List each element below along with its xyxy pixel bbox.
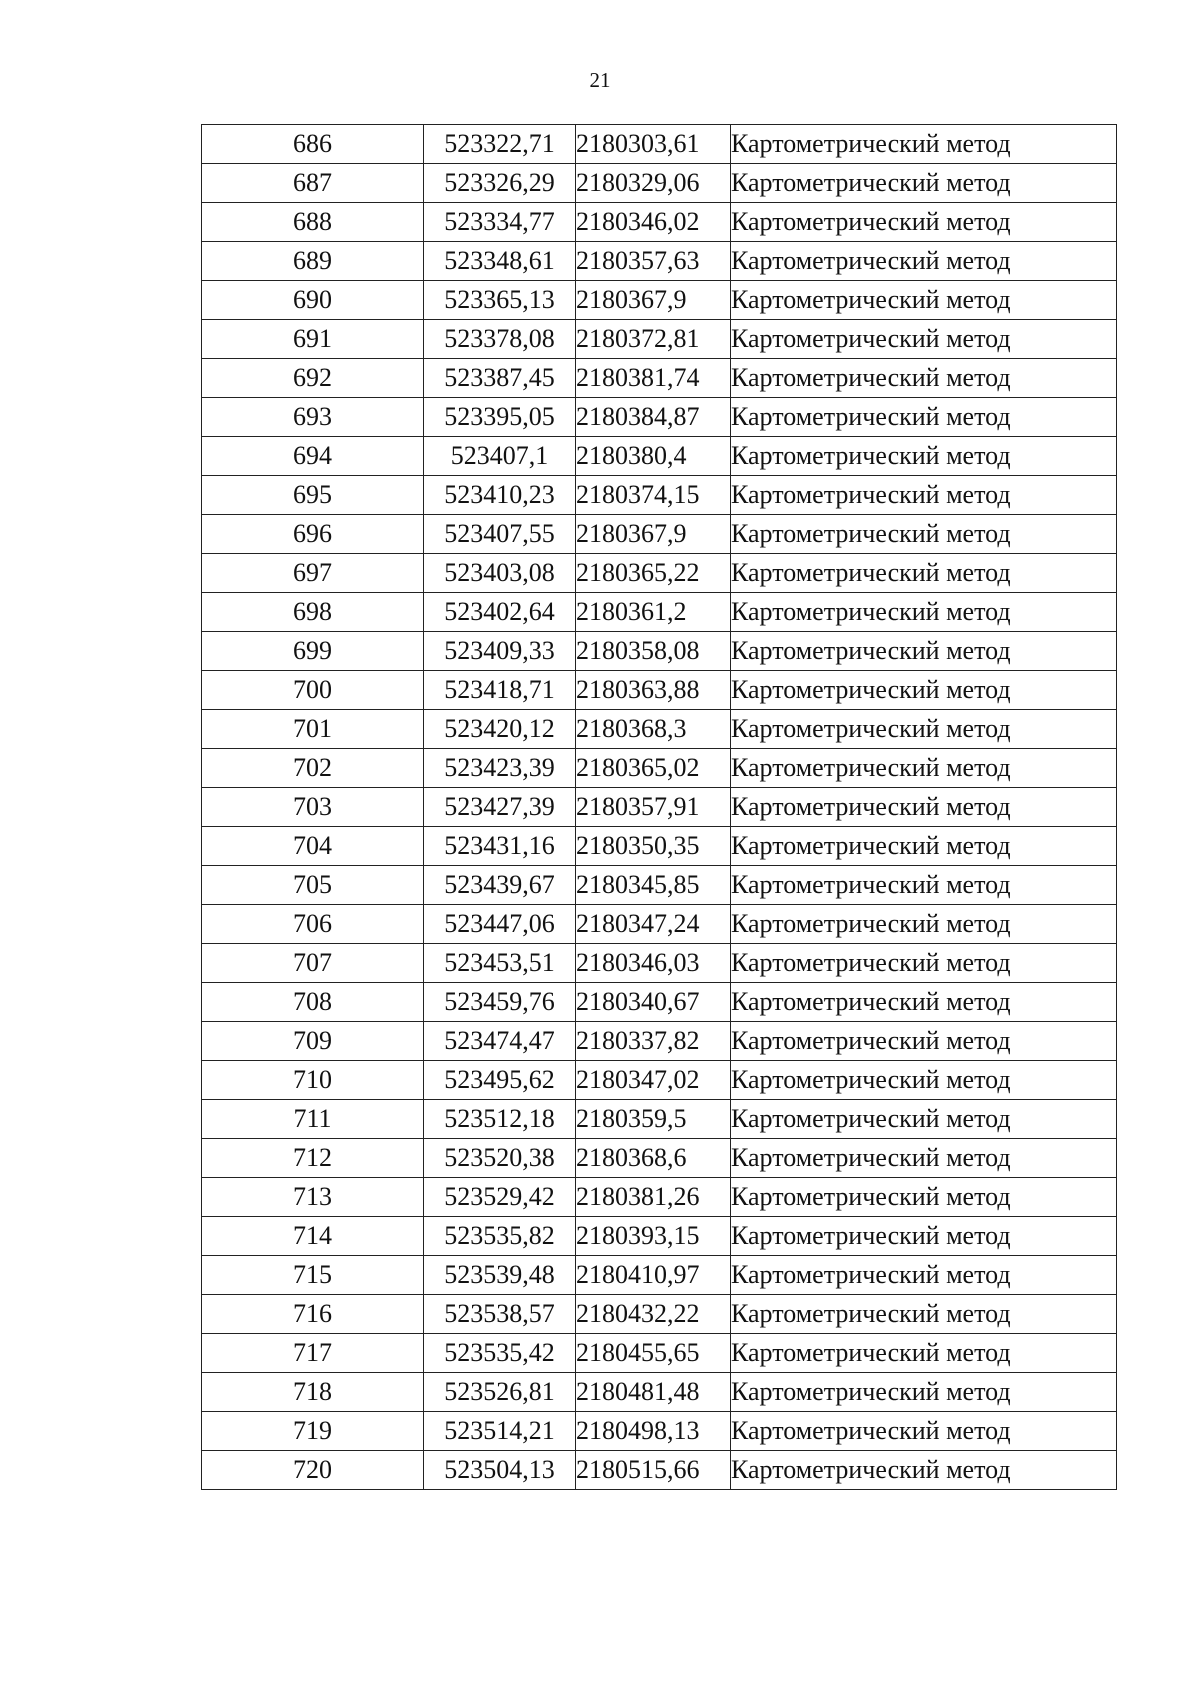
method-cell: Картометрический метод bbox=[731, 827, 1117, 866]
method-cell: Картометрический метод bbox=[731, 1295, 1117, 1334]
y-coordinate-cell: 2180384,87 bbox=[576, 398, 731, 437]
table-row bbox=[202, 1139, 1117, 1178]
method-cell: Картометрический метод bbox=[731, 1256, 1117, 1295]
y-coordinate-cell: 2180481,48 bbox=[576, 1373, 731, 1412]
point-number-cell: 686 bbox=[202, 125, 424, 164]
coordinates-table bbox=[201, 124, 1117, 1490]
y-coordinate-cell: 2180363,88 bbox=[576, 671, 731, 710]
method-cell: Картометрический метод bbox=[731, 320, 1117, 359]
point-number-cell: 720 bbox=[202, 1451, 424, 1490]
point-number-cell: 717 bbox=[202, 1334, 424, 1373]
point-number-cell: 689 bbox=[202, 242, 424, 281]
method-cell: Картометрический метод bbox=[731, 983, 1117, 1022]
method-cell: Картометрический метод bbox=[731, 944, 1117, 983]
y-coordinate-cell: 2180347,24 bbox=[576, 905, 731, 944]
x-coordinate-cell: 523409,33 bbox=[424, 632, 576, 671]
table-row bbox=[202, 905, 1117, 944]
y-coordinate-cell: 2180361,2 bbox=[576, 593, 731, 632]
y-coordinate-cell: 2180365,02 bbox=[576, 749, 731, 788]
table-row bbox=[202, 398, 1117, 437]
table-row bbox=[202, 1022, 1117, 1061]
x-coordinate-cell: 523418,71 bbox=[424, 671, 576, 710]
table-row bbox=[202, 164, 1117, 203]
y-coordinate-cell: 2180303,61 bbox=[576, 125, 731, 164]
point-number-cell: 700 bbox=[202, 671, 424, 710]
y-coordinate-cell: 2180367,9 bbox=[576, 515, 731, 554]
table-row bbox=[202, 593, 1117, 632]
x-coordinate-cell: 523495,62 bbox=[424, 1061, 576, 1100]
y-coordinate-cell: 2180359,5 bbox=[576, 1100, 731, 1139]
y-coordinate-cell: 2180357,91 bbox=[576, 788, 731, 827]
x-coordinate-cell: 523539,48 bbox=[424, 1256, 576, 1295]
x-coordinate-cell: 523427,39 bbox=[424, 788, 576, 827]
y-coordinate-cell: 2180340,67 bbox=[576, 983, 731, 1022]
x-coordinate-cell: 523538,57 bbox=[424, 1295, 576, 1334]
point-number-cell: 711 bbox=[202, 1100, 424, 1139]
y-coordinate-cell: 2180350,35 bbox=[576, 827, 731, 866]
y-coordinate-cell: 2180345,85 bbox=[576, 866, 731, 905]
point-number-cell: 693 bbox=[202, 398, 424, 437]
point-number-cell: 696 bbox=[202, 515, 424, 554]
method-cell: Картометрический метод bbox=[731, 281, 1117, 320]
x-coordinate-cell: 523459,76 bbox=[424, 983, 576, 1022]
x-coordinate-cell: 523431,16 bbox=[424, 827, 576, 866]
y-coordinate-cell: 2180374,15 bbox=[576, 476, 731, 515]
table-row bbox=[202, 1412, 1117, 1451]
point-number-cell: 690 bbox=[202, 281, 424, 320]
table-row bbox=[202, 281, 1117, 320]
method-cell: Картометрический метод bbox=[731, 1412, 1117, 1451]
y-coordinate-cell: 2180372,81 bbox=[576, 320, 731, 359]
method-cell: Картометрический метод bbox=[731, 476, 1117, 515]
table-row bbox=[202, 710, 1117, 749]
x-coordinate-cell: 523407,55 bbox=[424, 515, 576, 554]
method-cell: Картометрический метод bbox=[731, 1373, 1117, 1412]
method-cell: Картометрический метод bbox=[731, 359, 1117, 398]
x-coordinate-cell: 523474,47 bbox=[424, 1022, 576, 1061]
point-number-cell: 708 bbox=[202, 983, 424, 1022]
method-cell: Картометрический метод bbox=[731, 203, 1117, 242]
point-number-cell: 699 bbox=[202, 632, 424, 671]
point-number-cell: 692 bbox=[202, 359, 424, 398]
method-cell: Картометрический метод bbox=[731, 710, 1117, 749]
y-coordinate-cell: 2180381,74 bbox=[576, 359, 731, 398]
point-number-cell: 703 bbox=[202, 788, 424, 827]
x-coordinate-cell: 523348,61 bbox=[424, 242, 576, 281]
y-coordinate-cell: 2180368,6 bbox=[576, 1139, 731, 1178]
y-coordinate-cell: 2180347,02 bbox=[576, 1061, 731, 1100]
table-row bbox=[202, 1100, 1117, 1139]
point-number-cell: 706 bbox=[202, 905, 424, 944]
point-number-cell: 712 bbox=[202, 1139, 424, 1178]
x-coordinate-cell: 523514,21 bbox=[424, 1412, 576, 1451]
table-row bbox=[202, 944, 1117, 983]
table-row bbox=[202, 866, 1117, 905]
x-coordinate-cell: 523453,51 bbox=[424, 944, 576, 983]
coordinates-table-body bbox=[202, 125, 1117, 1490]
table-row bbox=[202, 749, 1117, 788]
method-cell: Картометрический метод bbox=[731, 788, 1117, 827]
x-coordinate-cell: 523504,13 bbox=[424, 1451, 576, 1490]
method-cell: Картометрический метод bbox=[731, 437, 1117, 476]
x-coordinate-cell: 523410,23 bbox=[424, 476, 576, 515]
table-row bbox=[202, 554, 1117, 593]
y-coordinate-cell: 2180515,66 bbox=[576, 1451, 731, 1490]
x-coordinate-cell: 523387,45 bbox=[424, 359, 576, 398]
x-coordinate-cell: 523526,81 bbox=[424, 1373, 576, 1412]
y-coordinate-cell: 2180393,15 bbox=[576, 1217, 731, 1256]
table-row bbox=[202, 1217, 1117, 1256]
table-row bbox=[202, 1451, 1117, 1490]
point-number-cell: 719 bbox=[202, 1412, 424, 1451]
x-coordinate-cell: 523378,08 bbox=[424, 320, 576, 359]
method-cell: Картометрический метод bbox=[731, 1061, 1117, 1100]
y-coordinate-cell: 2180329,06 bbox=[576, 164, 731, 203]
point-number-cell: 705 bbox=[202, 866, 424, 905]
point-number-cell: 713 bbox=[202, 1178, 424, 1217]
x-coordinate-cell: 523512,18 bbox=[424, 1100, 576, 1139]
y-coordinate-cell: 2180358,08 bbox=[576, 632, 731, 671]
method-cell: Картометрический метод bbox=[731, 1217, 1117, 1256]
table-row bbox=[202, 1178, 1117, 1217]
x-coordinate-cell: 523520,38 bbox=[424, 1139, 576, 1178]
x-coordinate-cell: 523322,71 bbox=[424, 125, 576, 164]
x-coordinate-cell: 523334,77 bbox=[424, 203, 576, 242]
y-coordinate-cell: 2180337,82 bbox=[576, 1022, 731, 1061]
method-cell: Картометрический метод bbox=[731, 1139, 1117, 1178]
method-cell: Картометрический метод bbox=[731, 1022, 1117, 1061]
x-coordinate-cell: 523395,05 bbox=[424, 398, 576, 437]
table-row bbox=[202, 1256, 1117, 1295]
point-number-cell: 709 bbox=[202, 1022, 424, 1061]
x-coordinate-cell: 523365,13 bbox=[424, 281, 576, 320]
x-coordinate-cell: 523403,08 bbox=[424, 554, 576, 593]
x-coordinate-cell: 523439,67 bbox=[424, 866, 576, 905]
x-coordinate-cell: 523326,29 bbox=[424, 164, 576, 203]
table-row bbox=[202, 671, 1117, 710]
table-row bbox=[202, 1373, 1117, 1412]
point-number-cell: 694 bbox=[202, 437, 424, 476]
point-number-cell: 688 bbox=[202, 203, 424, 242]
table-row bbox=[202, 983, 1117, 1022]
table-row bbox=[202, 359, 1117, 398]
y-coordinate-cell: 2180498,13 bbox=[576, 1412, 731, 1451]
y-coordinate-cell: 2180381,26 bbox=[576, 1178, 731, 1217]
point-number-cell: 701 bbox=[202, 710, 424, 749]
table-row bbox=[202, 242, 1117, 281]
x-coordinate-cell: 523402,64 bbox=[424, 593, 576, 632]
table-row bbox=[202, 203, 1117, 242]
table-row bbox=[202, 632, 1117, 671]
point-number-cell: 702 bbox=[202, 749, 424, 788]
y-coordinate-cell: 2180365,22 bbox=[576, 554, 731, 593]
y-coordinate-cell: 2180455,65 bbox=[576, 1334, 731, 1373]
method-cell: Картометрический метод bbox=[731, 1334, 1117, 1373]
point-number-cell: 715 bbox=[202, 1256, 424, 1295]
point-number-cell: 716 bbox=[202, 1295, 424, 1334]
table-row bbox=[202, 515, 1117, 554]
y-coordinate-cell: 2180346,02 bbox=[576, 203, 731, 242]
x-coordinate-cell: 523535,42 bbox=[424, 1334, 576, 1373]
method-cell: Картометрический метод bbox=[731, 1451, 1117, 1490]
y-coordinate-cell: 2180368,3 bbox=[576, 710, 731, 749]
x-coordinate-cell: 523407,1 bbox=[424, 437, 576, 476]
x-coordinate-cell: 523447,06 bbox=[424, 905, 576, 944]
point-number-cell: 714 bbox=[202, 1217, 424, 1256]
page-number: 21 bbox=[589, 68, 611, 92]
point-number-cell: 691 bbox=[202, 320, 424, 359]
point-number-cell: 718 bbox=[202, 1373, 424, 1412]
point-number-cell: 704 bbox=[202, 827, 424, 866]
point-number-cell: 710 bbox=[202, 1061, 424, 1100]
table-row bbox=[202, 788, 1117, 827]
x-coordinate-cell: 523535,82 bbox=[424, 1217, 576, 1256]
x-coordinate-cell: 523423,39 bbox=[424, 749, 576, 788]
method-cell: Картометрический метод bbox=[731, 1100, 1117, 1139]
point-number-cell: 698 bbox=[202, 593, 424, 632]
method-cell: Картометрический метод bbox=[731, 242, 1117, 281]
table-row bbox=[202, 320, 1117, 359]
method-cell: Картометрический метод bbox=[731, 593, 1117, 632]
table-row bbox=[202, 437, 1117, 476]
y-coordinate-cell: 2180380,4 bbox=[576, 437, 731, 476]
x-coordinate-cell: 523420,12 bbox=[424, 710, 576, 749]
point-number-cell: 695 bbox=[202, 476, 424, 515]
table-row bbox=[202, 1334, 1117, 1373]
table-row bbox=[202, 827, 1117, 866]
y-coordinate-cell: 2180357,63 bbox=[576, 242, 731, 281]
method-cell: Картометрический метод bbox=[731, 125, 1117, 164]
table-row bbox=[202, 1061, 1117, 1100]
table-row bbox=[202, 476, 1117, 515]
method-cell: Картометрический метод bbox=[731, 632, 1117, 671]
method-cell: Картометрический метод bbox=[731, 749, 1117, 788]
x-coordinate-cell: 523529,42 bbox=[424, 1178, 576, 1217]
method-cell: Картометрический метод bbox=[731, 398, 1117, 437]
method-cell: Картометрический метод bbox=[731, 164, 1117, 203]
table-row bbox=[202, 125, 1117, 164]
method-cell: Картометрический метод bbox=[731, 905, 1117, 944]
point-number-cell: 707 bbox=[202, 944, 424, 983]
table-row bbox=[202, 1295, 1117, 1334]
method-cell: Картометрический метод bbox=[731, 554, 1117, 593]
y-coordinate-cell: 2180410,97 bbox=[576, 1256, 731, 1295]
point-number-cell: 697 bbox=[202, 554, 424, 593]
y-coordinate-cell: 2180432,22 bbox=[576, 1295, 731, 1334]
y-coordinate-cell: 2180367,9 bbox=[576, 281, 731, 320]
method-cell: Картометрический метод bbox=[731, 1178, 1117, 1217]
method-cell: Картометрический метод bbox=[731, 866, 1117, 905]
y-coordinate-cell: 2180346,03 bbox=[576, 944, 731, 983]
method-cell: Картометрический метод bbox=[731, 671, 1117, 710]
point-number-cell: 687 bbox=[202, 164, 424, 203]
method-cell: Картометрический метод bbox=[731, 515, 1117, 554]
